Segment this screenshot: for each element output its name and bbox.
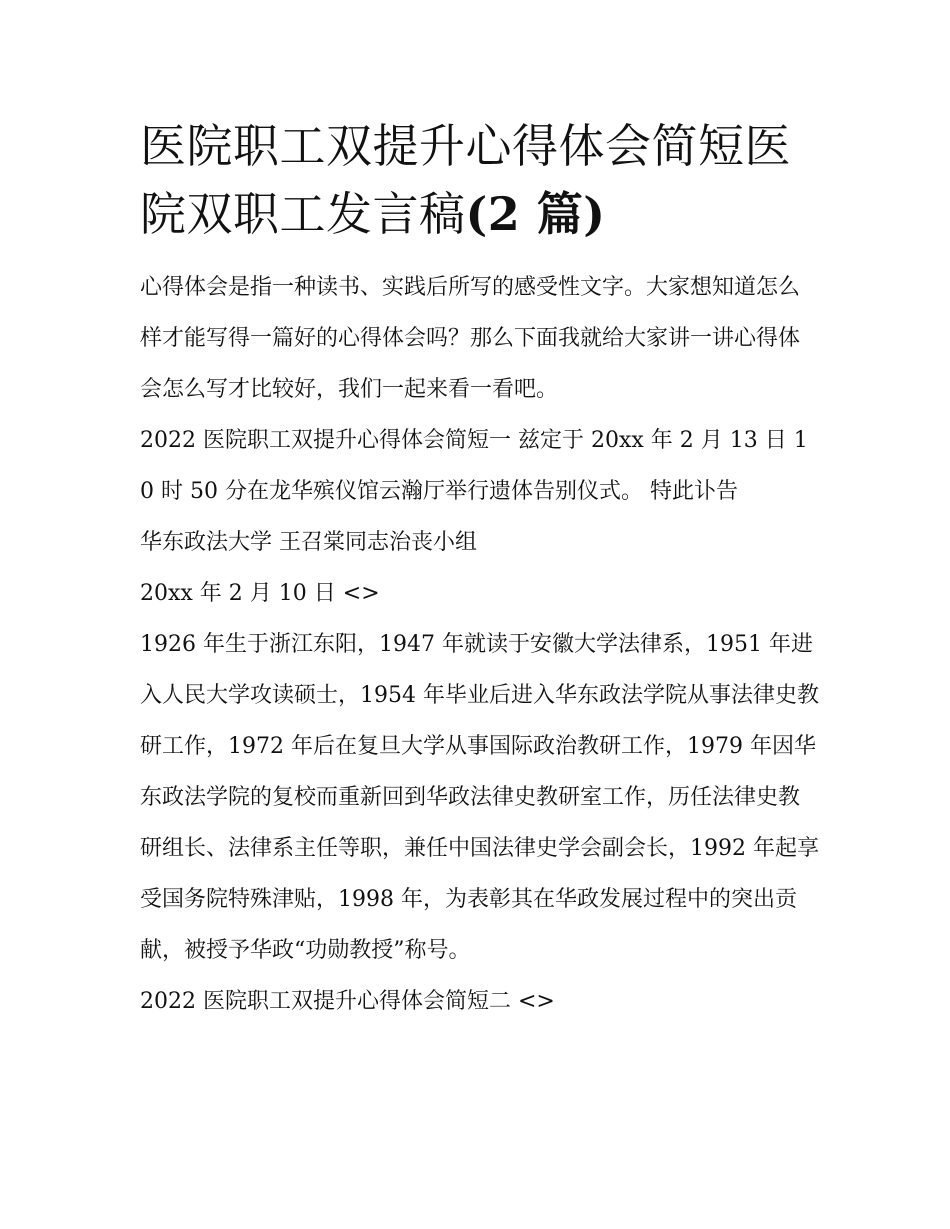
date-line: 20xx 年 2 月 10 日 <> bbox=[140, 581, 380, 606]
document-page bbox=[140, 112, 820, 1027]
biography-paragraph: 1926 年生于浙江东阳，1947 年就读于安徽大学法律系，1951 年进入人民大学攻读硕士，1954 年毕业后进入华东政法学院从事法律史教研工作，1972 年后在复旦大学从事国际政治教研工作，1979 年因华东政法学院的复校而重新回到华政法律史教研室工作，历任法律史教研组长、法律系主任等职，兼任中国法律史学会副会长，1992 年起享受国务院特殊津贴，1998 年，为表彰其在华政发展过程中的突出贡献，被授予华政“功勋教授”称号。 bbox=[140, 632, 819, 963]
notice-paragraph: 2022 医院职工双提升心得体会简短一 兹定于 20xx 年 2 月 13 日 10 时 50 分在龙华殡仪馆云瀚厅举行遗体告别仪式。 特此讣告 bbox=[140, 428, 808, 504]
title-count: (2 篇) bbox=[465, 187, 606, 241]
document-title bbox=[140, 112, 820, 248]
section-two-heading: 2022 医院职工双提升心得体会简短二 <> bbox=[140, 989, 555, 1014]
intro-paragraph: 心得体会是指一种读书、实践后所写的感受性文字。大家想知道怎么样才能写得一篇好的心得体会吗？那么下面我就给大家讲一讲心得体会怎么写才比较好，我们一起来看一看吧。 bbox=[140, 275, 801, 402]
document-body bbox=[140, 262, 820, 1027]
committee-line: 华东政法大学 王召棠同志治丧小组 bbox=[140, 530, 477, 555]
title-text: 医院职工双提升心得体会简短医院双职工发言稿 bbox=[140, 119, 791, 241]
